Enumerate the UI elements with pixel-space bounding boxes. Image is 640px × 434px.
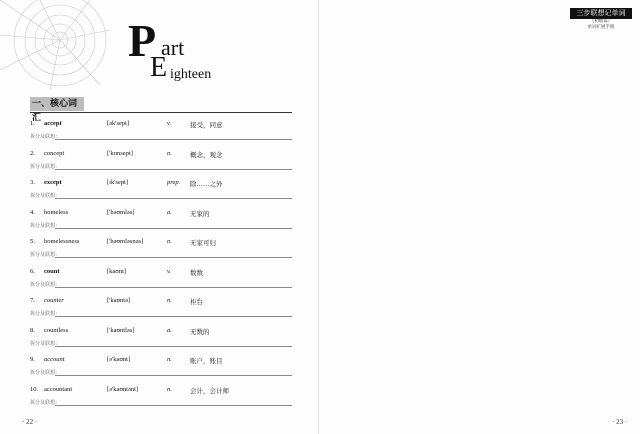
- right-page: [320, 0, 640, 434]
- entry-write-line[interactable]: [55, 287, 292, 288]
- series-subtitle-level: （初级篇）: [589, 19, 613, 24]
- entry-meaning: 接受，同意: [190, 121, 223, 129]
- entry-association-label: 拆分及联想：: [30, 370, 61, 376]
- series-badge: [570, 8, 632, 31]
- vocab-entry: [0, 297, 320, 325]
- vocab-entry: [320, 350, 640, 378]
- vocab-entry: [320, 175, 640, 203]
- entry-meaning: 无家可归: [190, 239, 216, 247]
- entry-association-label: 拆分及联想：: [30, 252, 61, 258]
- entry-word: counter: [44, 297, 64, 304]
- series-subtitle-handbook: 单词扩展手册: [587, 25, 615, 30]
- entry-number: 3.: [30, 179, 35, 186]
- vocab-entry: [320, 58, 640, 86]
- page-number-right: · 23 ·: [612, 418, 628, 426]
- entry-association-label: 拆分及联想：: [30, 222, 61, 229]
- entry-phonetic: [ək'sept]: [107, 120, 130, 127]
- entry-meaning: 账户，账目: [190, 357, 223, 365]
- entry-part-of-speech: a.: [167, 326, 172, 334]
- spiderweb-decoration: [0, 0, 110, 90]
- entry-part-of-speech: a.: [167, 208, 172, 216]
- page-number-left: · 22 ·: [22, 418, 38, 426]
- entry-word: concept: [44, 149, 65, 157]
- entry-part-of-speech: n.: [167, 149, 172, 157]
- entry-number: 4.: [30, 208, 35, 216]
- entry-phonetic: ['kaʊntləs]: [107, 326, 135, 334]
- entry-part-of-speech: n.: [167, 297, 172, 304]
- entry-association-label: 拆分及联想：: [30, 193, 61, 199]
- entry-word: except: [44, 179, 62, 186]
- entry-association-label: 拆分及联想：: [30, 281, 61, 288]
- vocab-entry: [0, 238, 320, 266]
- entry-phonetic: ['kaʊntə]: [107, 297, 131, 304]
- entry-number: 7.: [30, 297, 35, 304]
- entry-meaning: 会计，会计师: [190, 386, 229, 395]
- entry-part-of-speech: n.: [167, 385, 172, 393]
- entry-phonetic: ['kɒnsept]: [107, 149, 133, 157]
- entry-write-line[interactable]: [55, 198, 292, 199]
- entry-part-of-speech: v.: [167, 120, 172, 127]
- vocab-entry: [0, 120, 320, 148]
- entry-part-of-speech: n.: [167, 238, 172, 245]
- vocab-entry: [0, 268, 320, 296]
- entry-association-label: 拆分及联想：: [30, 340, 61, 347]
- section-divider: [30, 112, 292, 113]
- entry-association-label: 拆分及联想：: [30, 311, 61, 317]
- title-art: art: [161, 35, 185, 60]
- entry-write-line[interactable]: [55, 228, 292, 229]
- entry-number: 5.: [30, 238, 35, 245]
- part-title: [128, 15, 248, 83]
- entry-meaning: 数数: [190, 268, 203, 277]
- entry-number: 8.: [30, 326, 35, 334]
- vocab-entry: [320, 116, 640, 144]
- vocab-entry: [0, 150, 320, 178]
- title-letter-p: P: [128, 15, 157, 66]
- entry-association-label: 拆分及联想：: [30, 163, 61, 170]
- vocab-entry: [0, 209, 320, 237]
- section-heading: 一、核心词汇: [30, 97, 84, 111]
- entry-word: homelessness: [44, 238, 80, 245]
- vocab-entry: [320, 292, 640, 320]
- entry-write-line[interactable]: [55, 405, 292, 406]
- vocab-entry: [320, 146, 640, 174]
- entry-association-label: 拆分及联想：: [30, 399, 61, 406]
- entry-meaning: 除……之外: [190, 180, 223, 188]
- vocab-entry: [320, 87, 640, 115]
- entry-write-line[interactable]: [55, 316, 292, 317]
- entry-phonetic: [ə'kaʊnt]: [107, 356, 131, 363]
- entry-write-line[interactable]: [55, 139, 292, 140]
- entry-meaning: 柜台: [190, 298, 203, 306]
- entry-meaning: 概念，观念: [190, 150, 223, 159]
- vocab-entry: [320, 233, 640, 261]
- entry-write-line[interactable]: [55, 257, 292, 258]
- vocab-entry: [320, 379, 640, 407]
- title-ighteen: ighteen: [170, 67, 212, 82]
- vocab-entry: [0, 386, 320, 414]
- entry-word: count: [44, 267, 60, 275]
- vocab-entry: [0, 327, 320, 355]
- entry-phonetic: [ɪk'sept]: [107, 179, 129, 186]
- series-title: 三步联想记单词: [570, 8, 632, 19]
- entry-number: 10.: [30, 385, 39, 393]
- entry-word: homeless: [44, 208, 69, 216]
- entry-word: account: [44, 356, 65, 363]
- entry-association-label: 拆分及联想：: [30, 134, 61, 140]
- entry-number: 6.: [30, 267, 35, 275]
- entry-word: accept: [44, 120, 62, 127]
- entry-phonetic: ['həʊmləsnəs]: [107, 238, 144, 245]
- entry-phonetic: [kaʊnt]: [107, 267, 127, 275]
- vocab-entry: [0, 356, 320, 384]
- title-letter-e: E: [150, 52, 168, 83]
- entry-phonetic: [ə'kaʊntənt]: [107, 385, 139, 393]
- entry-part-of-speech: n.: [167, 356, 172, 363]
- vocab-entry: [320, 262, 640, 290]
- entry-part-of-speech: prep.: [167, 179, 181, 186]
- vocab-entry: [0, 179, 320, 207]
- entry-write-line[interactable]: [55, 346, 292, 347]
- entry-write-line[interactable]: [55, 375, 292, 376]
- entry-phonetic: ['həʊmləs]: [107, 208, 135, 216]
- entry-write-line[interactable]: [55, 169, 292, 170]
- entry-word: countless: [44, 326, 69, 334]
- entry-number: 9.: [30, 356, 35, 363]
- entry-number: 1.: [30, 120, 35, 127]
- entry-number: 2.: [30, 149, 35, 157]
- entry-meaning: 无数的: [190, 327, 210, 336]
- vocab-entry: [320, 204, 640, 232]
- entry-word: accountant: [44, 385, 73, 393]
- entry-part-of-speech: v.: [167, 267, 172, 275]
- vocab-entry: [320, 321, 640, 349]
- entry-meaning: 无家的: [190, 209, 210, 218]
